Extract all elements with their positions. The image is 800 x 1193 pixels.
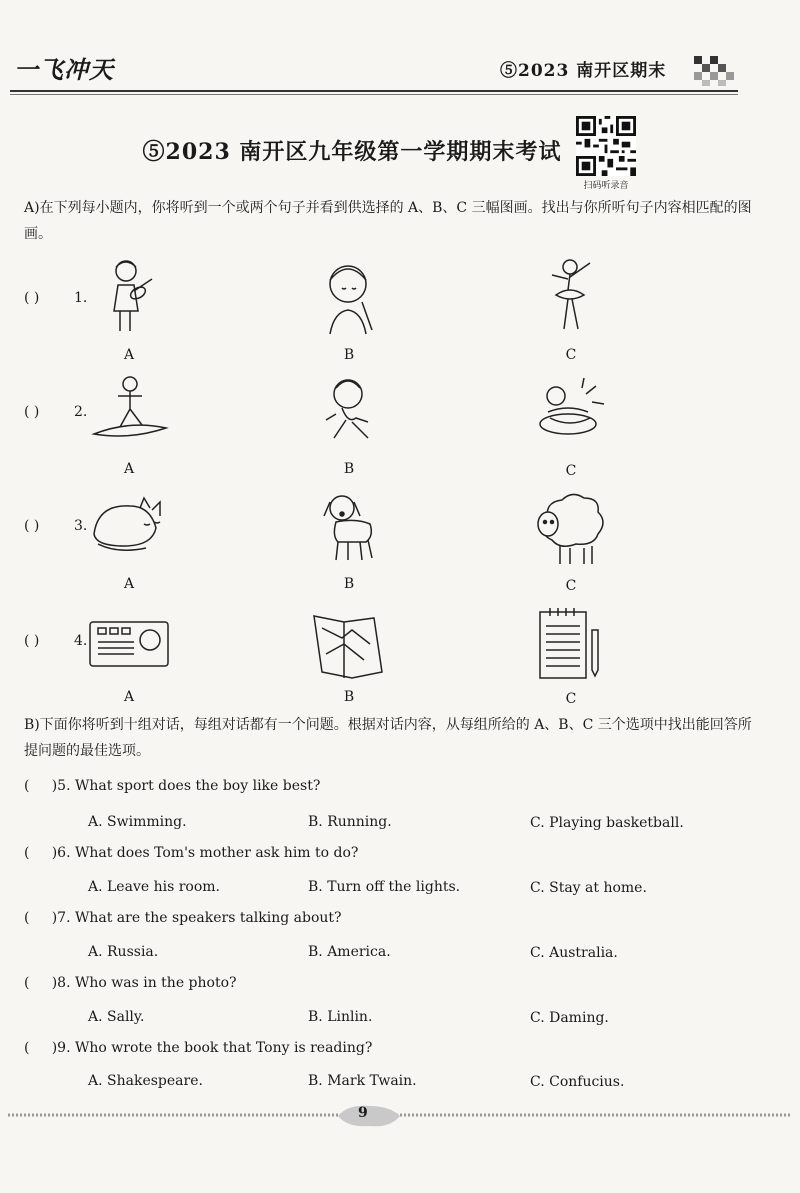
- option-a[interactable]: A. Russia.: [88, 944, 159, 960]
- swimming-child-icon: [528, 372, 612, 452]
- brand-logo: 一飞冲天: [14, 56, 114, 84]
- option-letter: A: [123, 576, 135, 592]
- ballet-dancer-icon: [528, 255, 612, 335]
- answer-blank[interactable]: ( ): [24, 633, 40, 649]
- option-b[interactable]: B. America.: [308, 944, 391, 960]
- option-letter: B: [343, 576, 355, 592]
- question-7: ( )7. What are the speakers talking about?: [24, 910, 342, 926]
- item-number: 4.: [74, 633, 88, 649]
- item-number: 1.: [74, 290, 88, 306]
- sheep-icon: [528, 490, 612, 570]
- id-card-icon: [88, 610, 172, 690]
- option-letter: C: [565, 578, 577, 594]
- running-boy-icon: [306, 372, 390, 452]
- option-a[interactable]: A. Swimming.: [88, 814, 187, 830]
- question-6: ( )6. What does Tom's mother ask him to do?: [24, 845, 359, 861]
- item-number: 2.: [74, 404, 88, 420]
- map-icon: [306, 608, 390, 688]
- header-rule: [10, 90, 738, 92]
- item-number: 3.: [74, 518, 88, 534]
- option-c[interactable]: C. Confucius.: [530, 1074, 625, 1090]
- question-9: ( )9. Who wrote the book that Tony is reading?: [24, 1040, 373, 1056]
- section-a-instruction: A)在下列每小题内，你将听到一个或两个句子并看到供选择的 A、B、C 三幅图画。找出与你所听句子内容相匹配的图画。: [24, 200, 752, 242]
- option-a[interactable]: A. Shakespeare.: [88, 1073, 203, 1089]
- qr-code-icon[interactable]: [576, 116, 636, 176]
- option-letter: B: [343, 689, 355, 705]
- question-5: ( )5. What sport does the boy like best?: [24, 778, 321, 794]
- option-a[interactable]: A. Leave his room.: [88, 879, 220, 895]
- option-letter: B: [343, 461, 355, 477]
- option-b[interactable]: B. Linlin.: [308, 1009, 373, 1025]
- option-c[interactable]: C. Daming.: [530, 1010, 609, 1026]
- option-letter: A: [123, 689, 135, 705]
- option-b[interactable]: B. Running.: [308, 814, 392, 830]
- question-8: ( )8. Who was in the photo?: [24, 975, 237, 991]
- option-letter: B: [343, 347, 355, 363]
- section-b-instruction: B)下面你将听到十组对话，每组对话都有一个问题。根据对话内容，从每组所给的 A、B、C 三个选项中找出能回答所提问题的最佳选项。: [24, 717, 752, 759]
- option-letter: C: [565, 463, 577, 479]
- dog-icon: [306, 490, 390, 570]
- option-letter: C: [565, 347, 577, 363]
- notebook-pencil-icon: [528, 606, 612, 686]
- page-title: ⑤2023 南开区九年级第一学期期末考试: [142, 139, 562, 165]
- checker-decoration: [694, 56, 734, 86]
- option-letter: A: [123, 347, 135, 363]
- page-number-badge: [336, 1104, 402, 1128]
- option-b[interactable]: B. Mark Twain.: [308, 1073, 417, 1089]
- header-rule-thin: [10, 94, 738, 95]
- option-a[interactable]: A. Sally.: [88, 1009, 145, 1025]
- option-c[interactable]: C. Playing basketball.: [530, 815, 684, 831]
- option-letter: A: [123, 461, 135, 477]
- sleeping-cat-icon: [88, 490, 172, 570]
- girl-violin-icon: [88, 255, 172, 335]
- qr-label: 扫码听录音: [583, 181, 629, 191]
- answer-blank[interactable]: ( ): [24, 518, 40, 534]
- answer-blank[interactable]: ( ): [24, 404, 40, 420]
- option-letter: C: [565, 691, 577, 707]
- option-c[interactable]: C. Australia.: [530, 945, 618, 961]
- option-b[interactable]: B. Turn off the lights.: [308, 879, 461, 895]
- page-number: 9: [358, 1105, 368, 1121]
- girl-eating-icon: [306, 258, 390, 338]
- series-label: ⑤2023 南开区期末: [500, 61, 667, 81]
- option-c[interactable]: C. Stay at home.: [530, 880, 647, 896]
- answer-blank[interactable]: ( ): [24, 290, 40, 306]
- surfer-icon: [88, 370, 172, 450]
